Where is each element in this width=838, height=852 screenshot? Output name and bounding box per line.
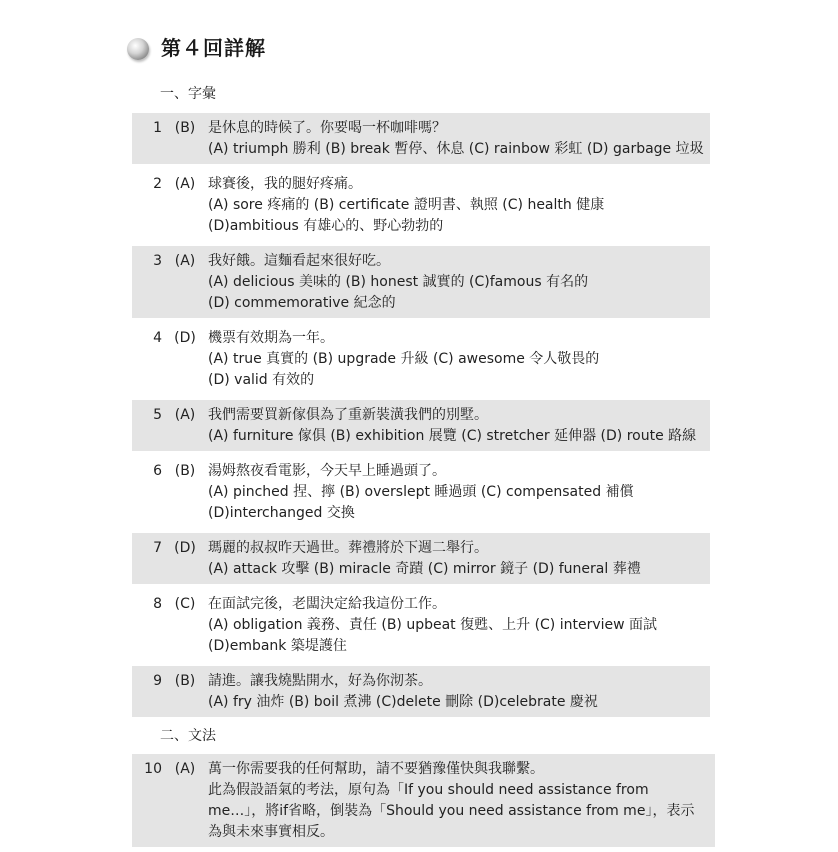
translation-line: 瑪麗的叔叔昨天過世。葬禮將於下週二舉行。 — [208, 540, 488, 556]
answer-letter: (A) — [174, 407, 196, 423]
explanation — [208, 461, 710, 524]
answer-letter: (A) — [174, 253, 196, 269]
question-number: 9 — [153, 673, 162, 689]
translation-line: 湯姆熬夜看電影，今天早上睡過頭了。 — [208, 463, 446, 479]
question-number: 10 — [144, 761, 162, 777]
explanation-line: (A) triumph 勝利 (B) break 暫停、休息 (C) rainbow 彩虹 (D) garbage 垃圾 — [208, 141, 704, 157]
explanation-line: (D) valid 有效的 — [208, 372, 315, 388]
question-entry — [132, 113, 710, 164]
explanation-line: (D) commemorative 紀念的 — [208, 295, 396, 311]
question-entry — [132, 323, 710, 395]
explanation — [208, 118, 712, 160]
explanation-line: 為與未來事實相反。 — [208, 824, 334, 840]
translation-line: 請進。讓我燒點開水，好為你沏茶。 — [208, 673, 432, 689]
question-number: 4 — [153, 330, 162, 346]
answer-letter: (A) — [174, 176, 196, 192]
explanation-line: (A) attack 攻擊 (B) miracle 奇蹟 (C) mirror 鏡子 (D) funeral 葬禮 — [208, 561, 641, 577]
explanation-line: (D)embank 築堤護住 — [208, 638, 347, 654]
explanation-line: (A) delicious 美味的 (B) honest 誠實的 (C)famous 有名的 — [208, 274, 589, 290]
question-entry — [132, 246, 710, 318]
translation-line: 萬一你需要我的任何幫助，請不要猶豫僅快與我聯繫。 — [208, 761, 544, 777]
explanation — [208, 594, 710, 657]
translation-line: 我們需要買新傢俱為了重新裝潢我們的別墅。 — [208, 407, 488, 423]
question-entry — [132, 666, 710, 717]
explanation — [208, 328, 710, 391]
answer-letter: (D) — [174, 330, 196, 346]
explanation-line: (A) fry 油炸 (B) boil 煮沸 (C)delete 刪除 (D)celebrate 慶祝 — [208, 694, 598, 710]
question-entry — [132, 400, 710, 451]
question-entry — [132, 456, 710, 528]
question-entry — [132, 533, 710, 584]
page-title: 第４回詳解 — [161, 36, 266, 60]
section-heading-grammar: 二、文法 — [160, 728, 216, 744]
answer-letter: (B) — [174, 120, 196, 136]
page-header — [127, 32, 266, 61]
answer-letter: (B) — [174, 463, 196, 479]
question-number: 3 — [153, 253, 162, 269]
explanation-line: 此為假設語氣的考法，原句為「If you should need assistance from — [208, 782, 649, 798]
answer-letter: (C) — [174, 596, 196, 612]
explanation — [208, 405, 710, 447]
section-heading-vocabulary: 一、字彙 — [160, 86, 216, 102]
question-number: 6 — [153, 463, 162, 479]
translation-line: 是休息的時候了。你要喝一杯咖啡嗎？ — [208, 120, 446, 136]
question-entry — [132, 169, 710, 241]
explanation — [208, 759, 715, 843]
explanation-line: (A) furniture 傢俱 (B) exhibition 展覽 (C) stretcher 延伸器 (D) route 路線 — [208, 428, 697, 444]
explanation-line: (A) pinched 捏、擰 (B) overslept 睡過頭 (C) compensated 補償 — [208, 484, 634, 500]
entry-gap — [132, 717, 710, 722]
translation-line: 在面試完後，老闆決定給我這份工作。 — [208, 596, 446, 612]
entry-gap — [132, 847, 715, 852]
question-number: 2 — [153, 176, 162, 192]
explanation-line: (A) obligation 義務、責任 (B) upbeat 復甦、上升 (C) interview 面試 — [208, 617, 658, 633]
explanation — [208, 251, 710, 314]
explanation-line: (A) sore 疼痛的 (B) certificate 證明書、執照 (C) health 健康 — [208, 197, 605, 213]
explanation — [208, 174, 710, 237]
translation-line: 球賽後，我的腿好疼痛。 — [208, 176, 362, 192]
question-number: 5 — [153, 407, 162, 423]
answer-letter: (A) — [174, 761, 196, 777]
question-number: 7 — [153, 540, 162, 556]
explanation — [208, 671, 710, 713]
question-number: 8 — [153, 596, 162, 612]
question-entry — [132, 589, 710, 661]
explanation-line: (A) true 真實的 (B) upgrade 升級 (C) awesome 令人敬畏的 — [208, 351, 600, 367]
question-number: 1 — [153, 120, 162, 136]
sphere-bullet-icon — [127, 38, 149, 60]
answer-letter: (D) — [174, 540, 196, 556]
translation-line: 機票有效期為一年。 — [208, 330, 334, 346]
explanation-line: (D)ambitious 有雄心的、野心勃勃的 — [208, 218, 444, 234]
explanation-line: me…」，將if省略，倒裝為「Should you need assistance from me」，表示 — [208, 803, 695, 819]
explanation — [208, 538, 710, 580]
explanation-line: (D)interchanged 交換 — [208, 505, 355, 521]
answer-letter: (B) — [174, 673, 196, 689]
vocabulary-entries — [132, 113, 710, 722]
question-entry — [132, 754, 715, 847]
grammar-entries — [132, 754, 715, 852]
translation-line: 我好餓。這麵看起來很好吃。 — [208, 253, 390, 269]
